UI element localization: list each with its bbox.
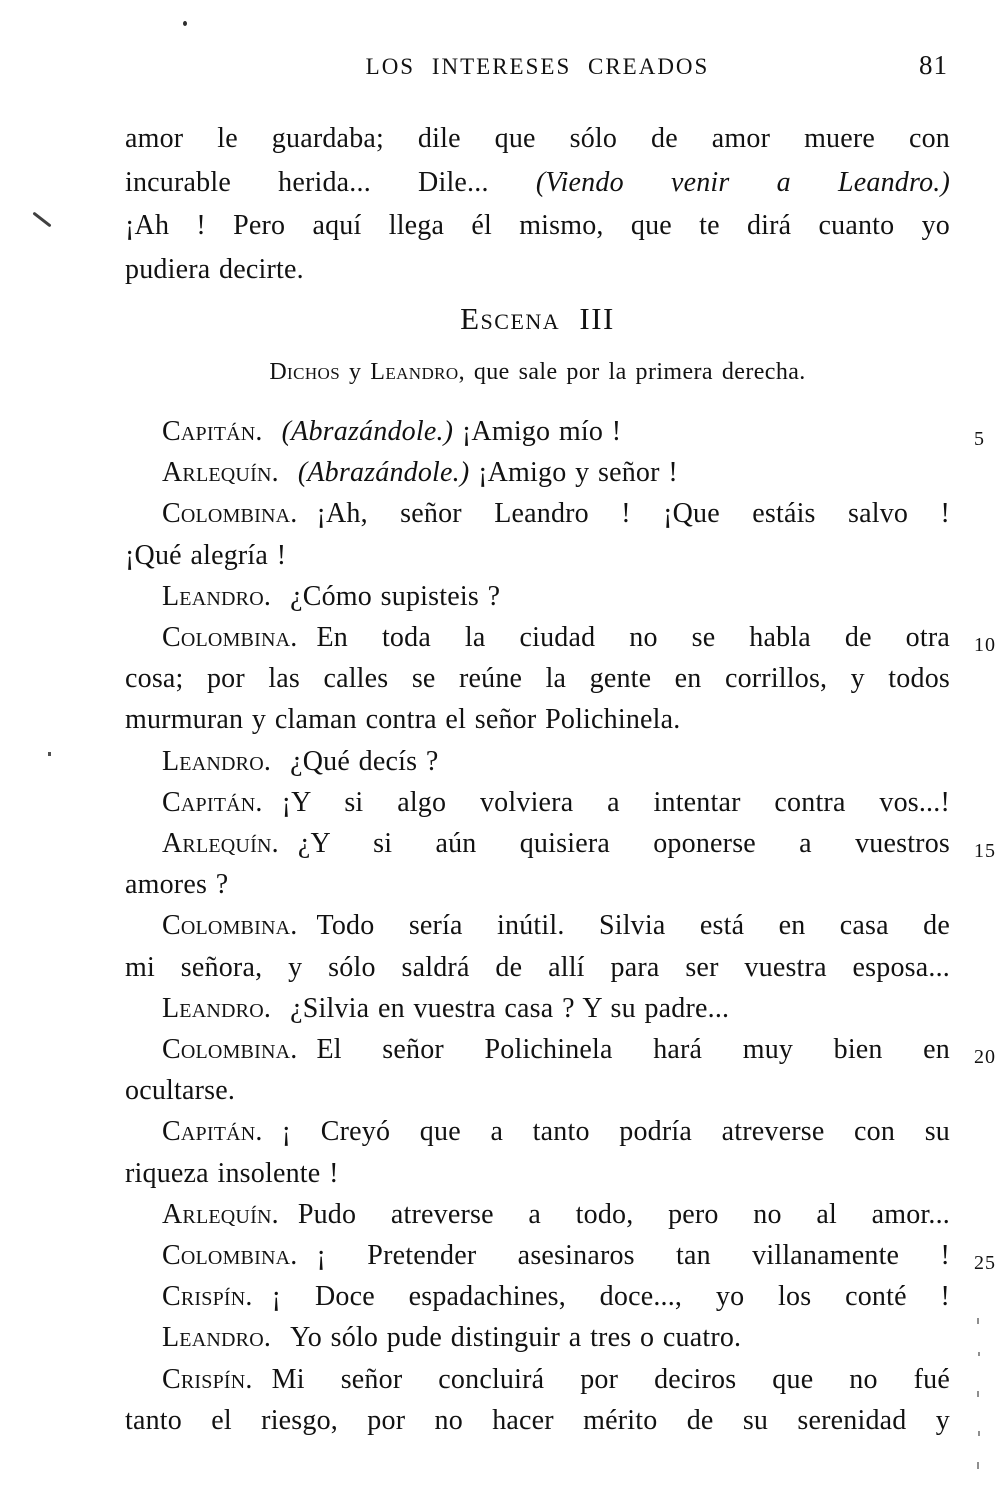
text-segment: ¡Y si algo volviera a intentar contra vos...!: [281, 786, 950, 818]
text-line: [125, 1070, 950, 1111]
margin-line-number: 10: [974, 634, 996, 657]
scan-artifact-dot: [183, 21, 187, 26]
text-segment: amores ?: [125, 869, 229, 901]
running-title: LOS INTERESES CREADOS: [365, 54, 710, 79]
text-segment: riqueza insolente !: [125, 1157, 339, 1189]
text-segment: ¿Cómo supisteis ?: [290, 580, 501, 612]
text-segment: ¡Ah, señor Leandro ! ¡Que estáis salvo !: [316, 498, 950, 530]
speaker-name: Arlequín.: [162, 828, 279, 860]
speaker-name: Crispín.: [162, 1281, 253, 1313]
text-line: [125, 1029, 996, 1070]
text-segment: ¡ Doce espadachines, doce..., yo los conté !: [271, 1281, 950, 1313]
text-segment: En toda la ciudad no se habla de otra: [316, 622, 950, 654]
text-line: [125, 741, 950, 782]
text-line: [125, 782, 950, 823]
text-line: [125, 905, 950, 946]
dialogue-block: [125, 411, 996, 1441]
margin-line-number: 15: [974, 840, 996, 863]
margin-line-number: 5: [974, 428, 985, 450]
text-line: [125, 988, 950, 1029]
text-segment: ocultarse.: [125, 1075, 236, 1107]
text-line: [125, 248, 950, 292]
speaker-name: Colombina.: [162, 1034, 298, 1066]
speaker-name: Leandro.: [162, 580, 272, 612]
margin-line-number: 20: [974, 1046, 996, 1069]
text-segment: murmuran y claman contra el señor Polichinela.: [125, 704, 681, 736]
text-line: [125, 535, 950, 576]
text-segment: , que sale por la primera derecha.: [458, 359, 806, 385]
text-segment: El señor Polichinela hará muy bien en: [316, 1034, 950, 1066]
text-line: [125, 411, 985, 452]
scan-artifact-dash: [978, 1431, 980, 1436]
text-segment: Leandro: [370, 359, 459, 385]
text-line: [125, 658, 950, 699]
stage-direction: (Abrazándole.): [281, 416, 454, 447]
text-segment: pudiera decirte.: [125, 253, 304, 285]
text-line: [125, 452, 950, 493]
scene-heading: [125, 301, 950, 337]
speaker-name: Leandro.: [162, 1322, 272, 1354]
running-header: [125, 50, 950, 80]
speaker-name: Capitán.: [162, 786, 263, 818]
scan-artifact-dash: [978, 1352, 980, 1356]
text-segment: y: [340, 359, 371, 385]
text-line: [125, 1235, 996, 1276]
stage-direction: (Viendo venir a Leandro.): [535, 166, 950, 198]
stage-direction: (Abrazándole.): [297, 457, 470, 489]
pencil-mark: [32, 212, 51, 228]
text-segment: ¡ Pretender asesinaros tan villanamente !: [316, 1240, 950, 1272]
text-segment: III: [560, 301, 615, 336]
text-line: [125, 1194, 950, 1235]
speaker-name: Leandro.: [162, 745, 272, 777]
text-segment: ¡Amigo mío !: [453, 416, 622, 447]
text-line: [125, 617, 996, 658]
text-line: [125, 864, 950, 905]
text-line: [125, 1153, 950, 1194]
text-line: [125, 576, 950, 617]
speaker-name: Leandro.: [162, 992, 272, 1024]
text-segment: ¡ Creyó que a tanto podría atreverse con su: [281, 1116, 950, 1148]
scan-artifact-dash: [977, 1318, 979, 1324]
text-segment: ¡Ah ! Pero aquí llega él mismo, que te dirá cuanto yo: [125, 210, 950, 241]
text-line: [125, 823, 996, 864]
scan-artifact-dash: [977, 1391, 979, 1397]
text-segment: ¿Y si aún quisiera oponerse a vuestros: [297, 828, 950, 860]
text-line: [125, 699, 950, 740]
text-line: [125, 204, 950, 248]
text-segment: Pudo atreverse a todo, pero no al amor...: [297, 1198, 950, 1230]
text-segment: cosa; por las calles se reúne la gente en corrillos, y todos: [125, 663, 950, 695]
speaker-name: Crispín.: [162, 1363, 253, 1395]
speaker-name: Colombina.: [162, 622, 298, 654]
text-line: [125, 161, 950, 205]
speaker-name: Arlequín.: [162, 457, 279, 489]
cast-direction: [125, 359, 950, 386]
speaker-name: Colombina.: [162, 910, 298, 942]
scan-artifact-speck: [48, 752, 51, 756]
text-segment: amor le guardaba; dile que sólo de amor muere con: [125, 123, 950, 154]
text-segment: ¡Amigo y señor !: [469, 457, 678, 489]
speaker-name: Colombina.: [162, 498, 298, 530]
speaker-name: Capitán.: [162, 416, 263, 447]
text-segment: Dichos: [269, 359, 341, 385]
speaker-name: Capitán.: [162, 1116, 263, 1148]
opening-paragraph: [125, 117, 950, 291]
margin-line-number: 25: [974, 1252, 996, 1275]
text-segment: Escena: [460, 301, 561, 336]
text-segment: incurable herida... Dile...: [125, 166, 536, 198]
text-line: [125, 359, 950, 386]
text-line: [125, 1359, 950, 1400]
text-segment: mi señora, y sólo saldrá de allí para ser vuestra esposa...: [125, 951, 950, 983]
text-line: [125, 1111, 950, 1152]
text-line: [125, 117, 950, 161]
text-line: [125, 947, 950, 988]
page-number: 81: [919, 50, 948, 80]
text-segment: ¡Qué alegría !: [125, 539, 287, 571]
text-segment: ¿Silvia en vuestra casa ? Y su padre...: [290, 992, 730, 1024]
text-segment: tanto el riesgo, por no hacer mérito de su serenidad y: [125, 1404, 950, 1436]
speaker-name: Colombina.: [162, 1240, 298, 1272]
text-line: [125, 1317, 950, 1358]
text-line: [125, 493, 950, 534]
text-segment: ¿Qué decís ?: [290, 745, 439, 777]
text-line: [125, 1276, 950, 1317]
speaker-name: Arlequín.: [162, 1198, 279, 1230]
scan-artifact-dash: [977, 1462, 979, 1469]
text-segment: Yo sólo pude distinguir a tres o cuatro.: [290, 1322, 742, 1354]
text-segment: Todo sería inútil. Silvia está en casa de: [316, 910, 950, 942]
text-line: [125, 1400, 950, 1441]
text-line: [125, 301, 950, 337]
text-column: [125, 0, 996, 1491]
text-segment: Mi señor concluirá por deciros que no fué: [271, 1363, 950, 1395]
